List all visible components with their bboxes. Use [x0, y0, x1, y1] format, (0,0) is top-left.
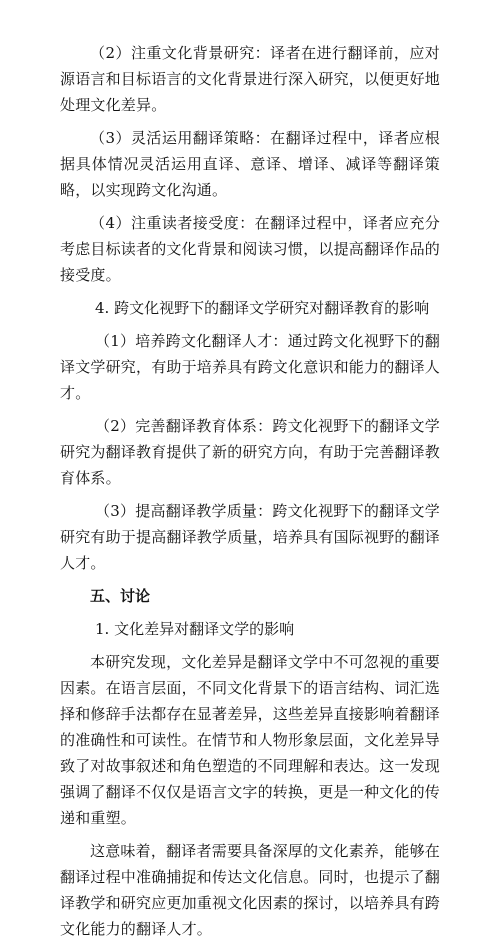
- paragraph-reader-acceptance: （4）注重读者接受度：在翻译过程中，译者应充分考虑目标读者的文化背景和阅读习惯，以提高翻译作品的接受度。: [60, 214, 441, 284]
- section-title-discussion: 五、讨论: [90, 587, 151, 605]
- paragraph-improve-system: （2）完善翻译教育体系：跨文化视野下的翻译文学研究为翻译教育提供了新的研究方向，有助于完善翻译教育体系。: [60, 417, 441, 487]
- paragraph-translation-strategy: （3）灵活运用翻译策略：在翻译过程中，译者应根据具体情况灵活运用直译、意译、增译、减译等翻译策略，以实现跨文化沟通。: [60, 129, 440, 199]
- subheading-cultural-difference: 1. 文化差异对翻译文学的影响: [95, 620, 295, 638]
- paragraph-cultural-background: （2）注重文化背景研究：译者在进行翻译前，应对源语言和目标语言的文化背景进行深入研究，以便更好地处理文化差异。: [60, 44, 441, 114]
- paragraph-findings: 本研究发现，文化差异是翻译文学中不可忽视的重要因素。在语言层面，不同文化背景下的语言结构、词汇选择和修辞手法都存在显著差异，这些差异直接影响着翻译的准确性和可读性。在情节和人物形象层面，文化差异导致了对故事叙述和角色塑造的不同理解和表达。这一发现强调了翻译不仅仅是语言文字的转换，更是一种文化的传递和重塑。: [60, 653, 441, 827]
- paragraph-teaching-quality: （3）提高翻译教学质量：跨文化视野下的翻译文学研究有助于提高翻译教学质量，培养具有国际视野的翻译人才。: [60, 502, 441, 572]
- paragraph-train-talent: （1）培养跨文化翻译人才：通过跨文化视野下的翻译文学研究，有助于培养具有跨文化意识和能力的翻译人才。: [60, 332, 441, 402]
- paragraph-implications: 这意味着，翻译者需要具备深厚的文化素养，能够在翻译过程中准确捕捉和传达文化信息。同时，也提示了翻译教学和研究应更加重视文化因素的探讨，以培养具有跨文化能力的翻译人才。: [60, 842, 441, 938]
- subheading-education-impact: 4. 跨文化视野下的翻译文学研究对翻译教育的影响: [95, 299, 430, 317]
